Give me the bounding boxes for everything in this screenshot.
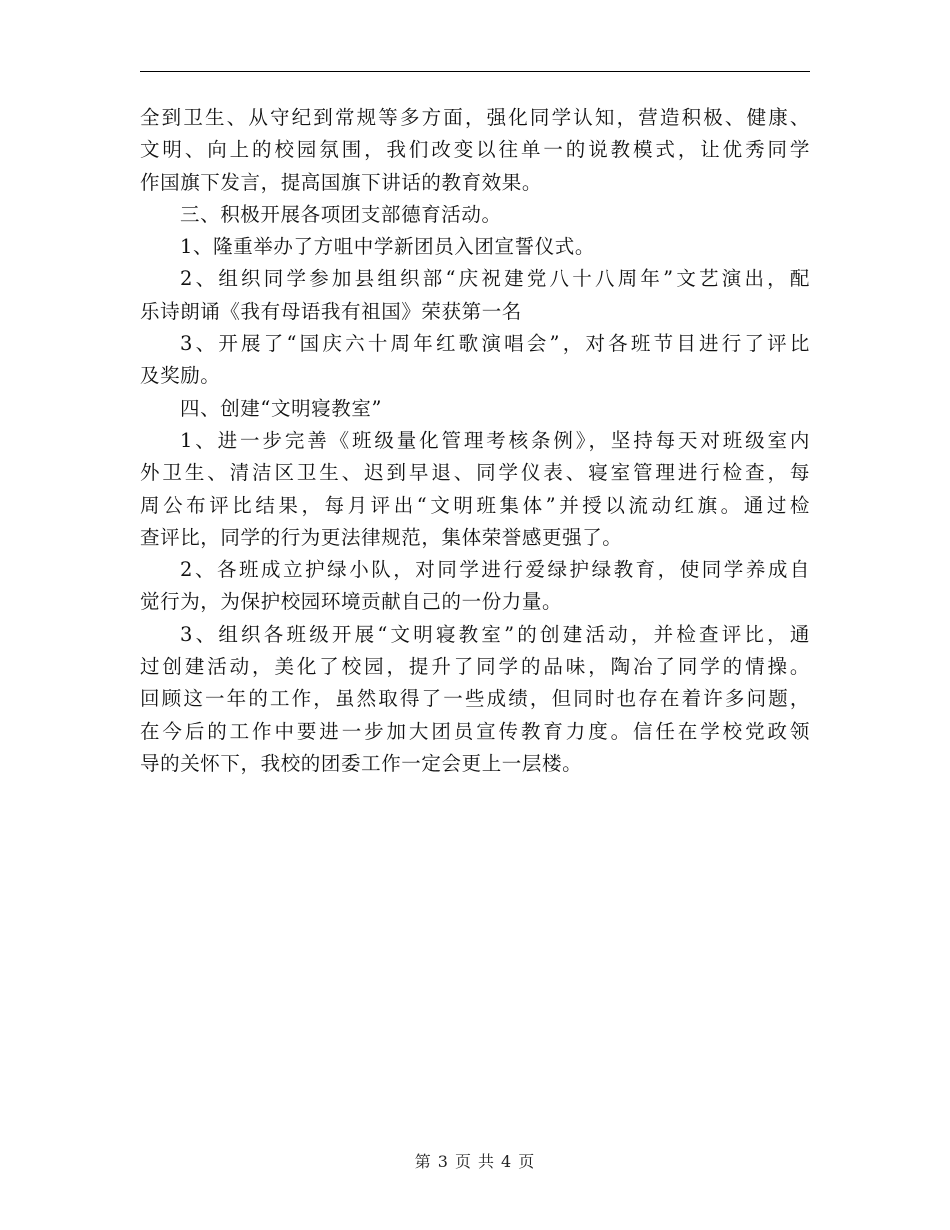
document-body	[140, 102, 810, 780]
text-line: 3、组织各班级开展“文明寝教室”的创建活动，并检查评比，通	[180, 622, 810, 646]
text-line: 文明、向上的校园氛围，我们改变以往单一的说教模式，让优秀同学	[140, 138, 810, 162]
text-line: 导的关怀下，我校的团委工作一定会更上一层楼。	[140, 751, 583, 775]
text-line: 1、隆重举办了方咀中学新团员入团宣誓仪式。	[180, 235, 596, 259]
total-page-count: 4	[501, 1152, 513, 1171]
current-page-number: 3	[437, 1152, 449, 1171]
text-line: 2、组织同学参加县组织部“庆祝建党八十八周年”文艺演出，配	[180, 267, 810, 291]
text-line: 觉行为，为保护校园环境贡献自己的一份力量。	[140, 590, 563, 614]
header-rule	[140, 71, 810, 72]
text-line: 1、进一步完善《班级量化管理考核条例》，坚持每天对班级室内	[180, 428, 810, 452]
footer-suffix: 页	[518, 1152, 536, 1171]
text-line: 全到卫生、从守纪到常规等多方面，强化同学认知，营造积极、健康、	[140, 106, 810, 129]
text-line: 回顾这一年的工作，虽然取得了一些成绩，但同时也存在着许多问题，	[140, 687, 810, 711]
text-line: 周公布评比结果，每月评出“文明班集体”并授以流动红旗。通过检	[140, 493, 810, 517]
text-line: 过创建活动，美化了校园，提升了同学的品味，陶冶了同学的情操。	[140, 655, 810, 679]
section-heading: 三、积极开展各项团支部德育活动。	[180, 202, 502, 226]
text-line: 及奖励。	[140, 364, 221, 388]
text-line: 3、开展了“国庆六十周年红歌演唱会”，对各班节目进行了评比	[180, 332, 810, 356]
section-heading: 四、创建“文明寝教室”	[180, 396, 383, 420]
footer-middle: 页 共	[454, 1152, 496, 1171]
text-line: 外卫生、清洁区卫生、迟到早退、同学仪表、寝室管理进行检查，每	[140, 461, 810, 485]
footer-prefix: 第	[414, 1152, 432, 1171]
text-line: 2、各班成立护绿小队，对同学进行爱绿护绿教育，使同学养成自	[180, 558, 810, 582]
text-line: 在今后的工作中要进一步加大团员宣传教育力度。信任在学校党政领	[140, 719, 810, 743]
text-line: 查评比，同学的行为更法律规范，集体荣誉感更强了。	[140, 525, 623, 549]
text-line: 作国旗下发言，提高国旗下讲话的教育效果。	[140, 170, 543, 194]
text-line: 乐诗朗诵《我有母语我有祖国》荣获第一名	[140, 299, 522, 323]
page-footer	[0, 1150, 950, 1174]
